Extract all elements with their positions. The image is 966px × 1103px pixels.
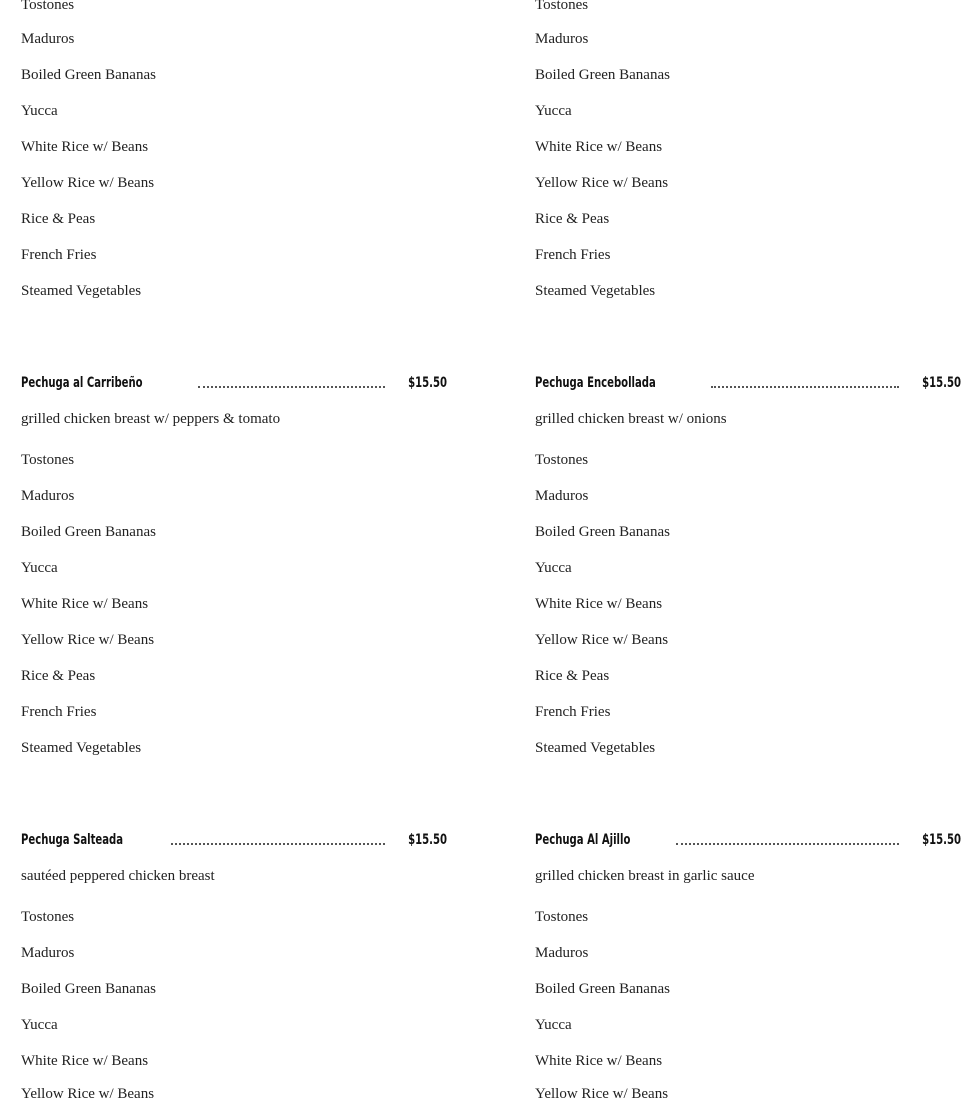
dot-leader — [198, 386, 385, 388]
side-option: Steamed Vegetables — [21, 740, 142, 756]
side-option: Yucca — [535, 1017, 572, 1033]
side-option: Tostones — [535, 452, 589, 468]
side-option: Yellow Rice w/ Beans — [535, 1086, 669, 1102]
side-option: Yucca — [535, 560, 572, 576]
side-option: Boiled Green Bananas — [535, 524, 670, 540]
menu-item-header — [21, 827, 447, 849]
side-option: Boiled Green Bananas — [21, 981, 156, 997]
dot-leader — [171, 843, 385, 845]
side-option: Tostones — [21, 909, 75, 925]
side-option: Boiled Green Bananas — [535, 67, 670, 83]
side-option: Yellow Rice w/ Beans — [21, 632, 155, 648]
side-option: Rice & Peas — [21, 211, 96, 227]
menu-item-header — [535, 370, 961, 392]
side-option: Boiled Green Bananas — [535, 981, 670, 997]
side-option: White Rice w/ Beans — [21, 1053, 149, 1069]
side-option: Yucca — [21, 560, 58, 576]
side-option: French Fries — [535, 247, 611, 263]
side-option: Yellow Rice w/ Beans — [21, 175, 155, 191]
side-option: Rice & Peas — [21, 668, 96, 684]
menu-item-description: sautéed peppered chicken breast — [21, 868, 215, 884]
side-option: Yellow Rice w/ Beans — [535, 632, 669, 648]
menu-item-name: Pechuga Al Ajillo — [535, 832, 631, 848]
side-option: White Rice w/ Beans — [535, 596, 663, 612]
side-option: Rice & Peas — [535, 211, 610, 227]
side-option: Maduros — [21, 945, 75, 961]
menu-item-name: Pechuga al Carribeño — [21, 375, 143, 391]
menu-item-name: Pechuga Salteada — [21, 832, 124, 848]
side-option: Maduros — [21, 488, 75, 504]
side-option: Boiled Green Bananas — [21, 524, 156, 540]
side-option: Yellow Rice w/ Beans — [21, 1086, 155, 1102]
side-option: Yucca — [21, 1017, 58, 1033]
side-option: Yellow Rice w/ Beans — [535, 175, 669, 191]
side-option: French Fries — [21, 247, 97, 263]
side-option: Steamed Vegetables — [535, 740, 656, 756]
menu-item-header — [21, 370, 447, 392]
side-option: Tostones — [21, 0, 75, 13]
side-option: French Fries — [21, 704, 97, 720]
side-option: White Rice w/ Beans — [535, 1053, 663, 1069]
side-option: Yucca — [21, 103, 58, 119]
dot-leader — [711, 386, 899, 388]
menu-item-price: $15.50 — [922, 832, 961, 848]
menu-item-price: $15.50 — [922, 375, 961, 391]
side-option: White Rice w/ Beans — [21, 596, 149, 612]
menu-item-description: grilled chicken breast w/ peppers & tomato — [21, 411, 281, 427]
side-option: French Fries — [535, 704, 611, 720]
side-option: Maduros — [21, 31, 75, 47]
dot-leader — [676, 843, 899, 845]
menu-item-price: $15.50 — [408, 832, 447, 848]
side-option: Steamed Vegetables — [535, 283, 656, 299]
menu-item-price: $15.50 — [408, 375, 447, 391]
side-option: Maduros — [535, 488, 589, 504]
side-option: Tostones — [535, 909, 589, 925]
side-option: Tostones — [21, 452, 75, 468]
side-option: Steamed Vegetables — [21, 283, 142, 299]
side-option: Rice & Peas — [535, 668, 610, 684]
side-option: Maduros — [535, 945, 589, 961]
side-option: Tostones — [535, 0, 589, 13]
menu-item-name: Pechuga Encebollada — [535, 375, 656, 391]
menu-item-description: grilled chicken breast w/ onions — [535, 411, 727, 427]
side-option: White Rice w/ Beans — [21, 139, 149, 155]
side-option: Boiled Green Bananas — [21, 67, 156, 83]
side-option: Yucca — [535, 103, 572, 119]
menu-item-header — [535, 827, 961, 849]
side-option: White Rice w/ Beans — [535, 139, 663, 155]
side-option: Maduros — [535, 31, 589, 47]
menu-item-description: grilled chicken breast in garlic sauce — [535, 868, 755, 884]
